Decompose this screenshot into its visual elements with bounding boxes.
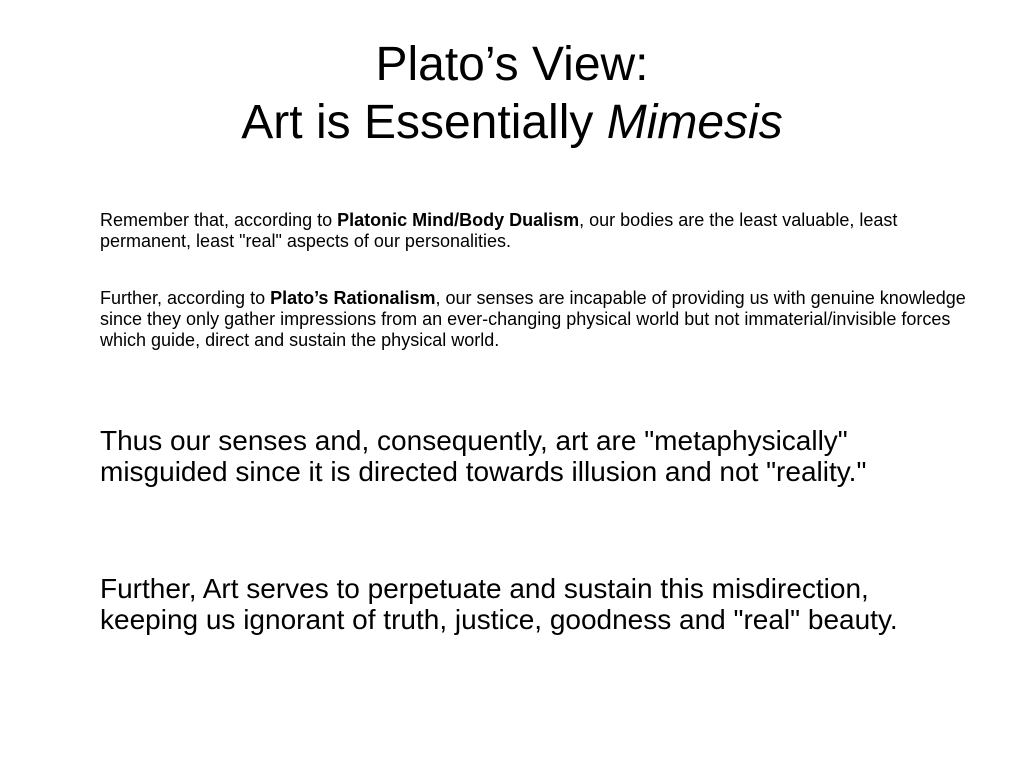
paragraph-rationalism-after: , our senses are incapable of providing us with genuine knowledge since they only gather impressions from an ever-changing physical world but not immaterial/invisible forces which guide, direct and sustain the physical world. — [100, 288, 966, 350]
title-line-2-italic: Mimesis — [606, 96, 783, 149]
title-line-2-plain: Art is Essentially — [241, 96, 607, 149]
paragraph-rationalism-bold: Plato’s Rationalism — [270, 288, 436, 308]
paragraph-dualism — [100, 210, 968, 252]
paragraph-art-misdirection: Further, Art serves to perpetuate and sustain this misdirection, keeping us ignorant of truth, justice, goodness and "real" beauty. — [100, 573, 898, 635]
paragraph-rationalism — [100, 288, 968, 351]
title-line-1: Plato’s View: — [375, 38, 649, 91]
paragraph-dualism-after: , our bodies are the least valuable, least permanent, least "real" aspects of our personalities. — [100, 210, 898, 251]
paragraph-dualism-bold: Platonic Mind/Body Dualism — [337, 210, 580, 230]
slide-title — [60, 36, 964, 152]
paragraph-dualism-before: Remember that, according to — [100, 210, 338, 230]
title-line-2 — [60, 94, 964, 152]
paragraph-senses: Thus our senses and, consequently, art are "metaphysically" misguided since it is directed towards illusion and not "reality." — [100, 425, 867, 487]
paragraph-rationalism-before: Further, according to — [100, 288, 271, 308]
